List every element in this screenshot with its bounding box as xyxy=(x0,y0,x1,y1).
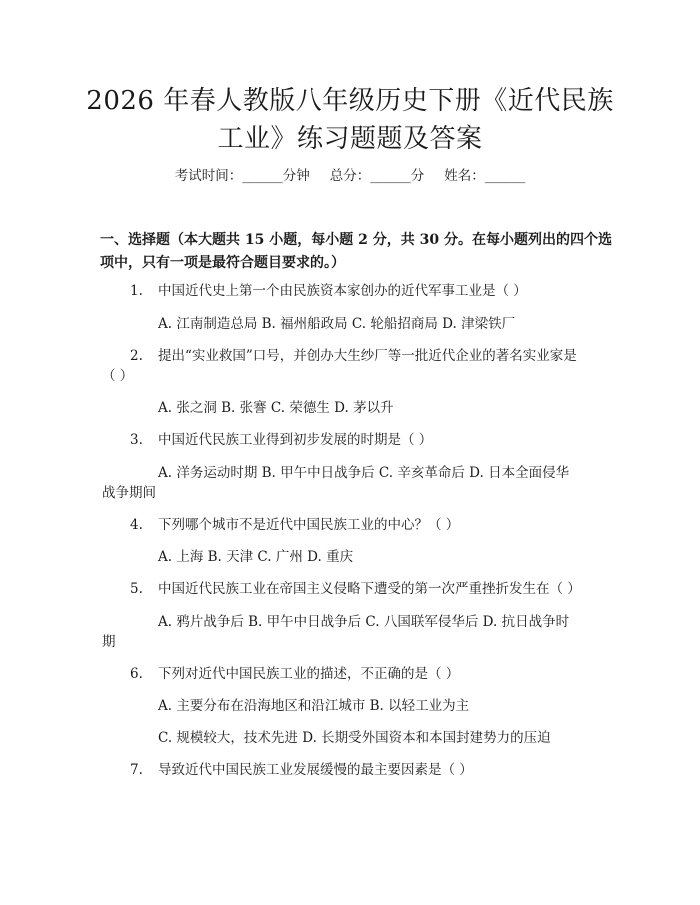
question-number: 3. xyxy=(130,432,143,448)
question-number: 1. xyxy=(130,283,143,299)
question-1-options: A. 江南制造总局 B. 福州船政局 C. 轮船招商局 D. 津梁铁厂 xyxy=(158,316,516,332)
question-6-options: A. 主要分布在沿海地区和沿江城市 B. 以轻工业为主 xyxy=(158,698,470,714)
question-text: 中国近代民族工业在帝国主义侵略下遭受的第一次严重挫折发生在（ ） xyxy=(158,581,581,597)
question-5-options: A. 鸦片战争后 B. 甲午中日战争后 C. 八国联军侵华后 D. 抗日战争时 xyxy=(158,614,570,630)
question-6-options-line-2: C. 规模较大，技术先进 D. 长期受外国资本和本国封建势力的压迫 xyxy=(158,730,551,746)
question-7 xyxy=(130,760,473,780)
question-text: 导致近代中国民族工业发展缓慢的最主要因素是（ ） xyxy=(158,762,473,778)
exam-info-row xyxy=(0,166,700,186)
question-5-options-continued: 期 xyxy=(102,634,116,650)
question-3 xyxy=(130,430,432,450)
question-3-options: A. 洋务运动时期 B. 甲午中日战争后 C. 辛亥革命后 D. 日本全面侵华 xyxy=(158,465,570,481)
question-2-text-continued: （ ） xyxy=(102,368,134,384)
question-number: 5. xyxy=(130,581,143,597)
question-text: 下列哪个城市不是近代中国民族工业的中心？（ ） xyxy=(158,517,460,533)
document-title-line-1: 2026 年春人教版八年级历史下册《近代民族 xyxy=(86,86,614,116)
question-1 xyxy=(130,281,527,301)
question-4 xyxy=(130,515,459,535)
document-title-line-2: 工业》练习题题及答案 xyxy=(217,124,483,154)
section-heading-line-2: 项中，只有一项是最符合题目要求的。） xyxy=(100,255,345,271)
question-number: 7. xyxy=(130,762,143,778)
total-score-field: 总分：______分 xyxy=(329,168,425,184)
question-number: 2. xyxy=(130,348,143,364)
question-text: 中国近代史上第一个由民族资本家创办的近代军事工业是（ ） xyxy=(158,283,527,299)
question-6 xyxy=(130,664,459,684)
exam-time-field: 考试时间：______分钟 xyxy=(174,168,310,184)
question-number: 4. xyxy=(130,517,143,533)
question-text: 下列对近代中国民族工业的描述，不正确的是（ ） xyxy=(158,666,460,682)
question-5 xyxy=(130,579,581,599)
question-2 xyxy=(130,346,577,366)
question-text: 中国近代民族工业得到初步发展的时期是（ ） xyxy=(158,432,433,448)
question-4-options: A. 上海 B. 天津 C. 广州 D. 重庆 xyxy=(158,549,354,565)
question-2-options: A. 张之洞 B. 张謇 C. 荣德生 D. 茅以升 xyxy=(158,400,394,416)
student-name-field: 姓名：______ xyxy=(444,168,526,184)
question-number: 6. xyxy=(130,666,143,682)
question-3-options-continued: 战争期间 xyxy=(102,485,156,501)
section-heading-line-1: 一、选择题（本大题共 15 小题，每小题 2 分，共 30 分。在每小题列出的四个选 xyxy=(100,232,612,248)
question-text: 提出“实业救国”口号，并创办大生纱厂等一批近代企业的著名实业家是 xyxy=(158,348,577,364)
